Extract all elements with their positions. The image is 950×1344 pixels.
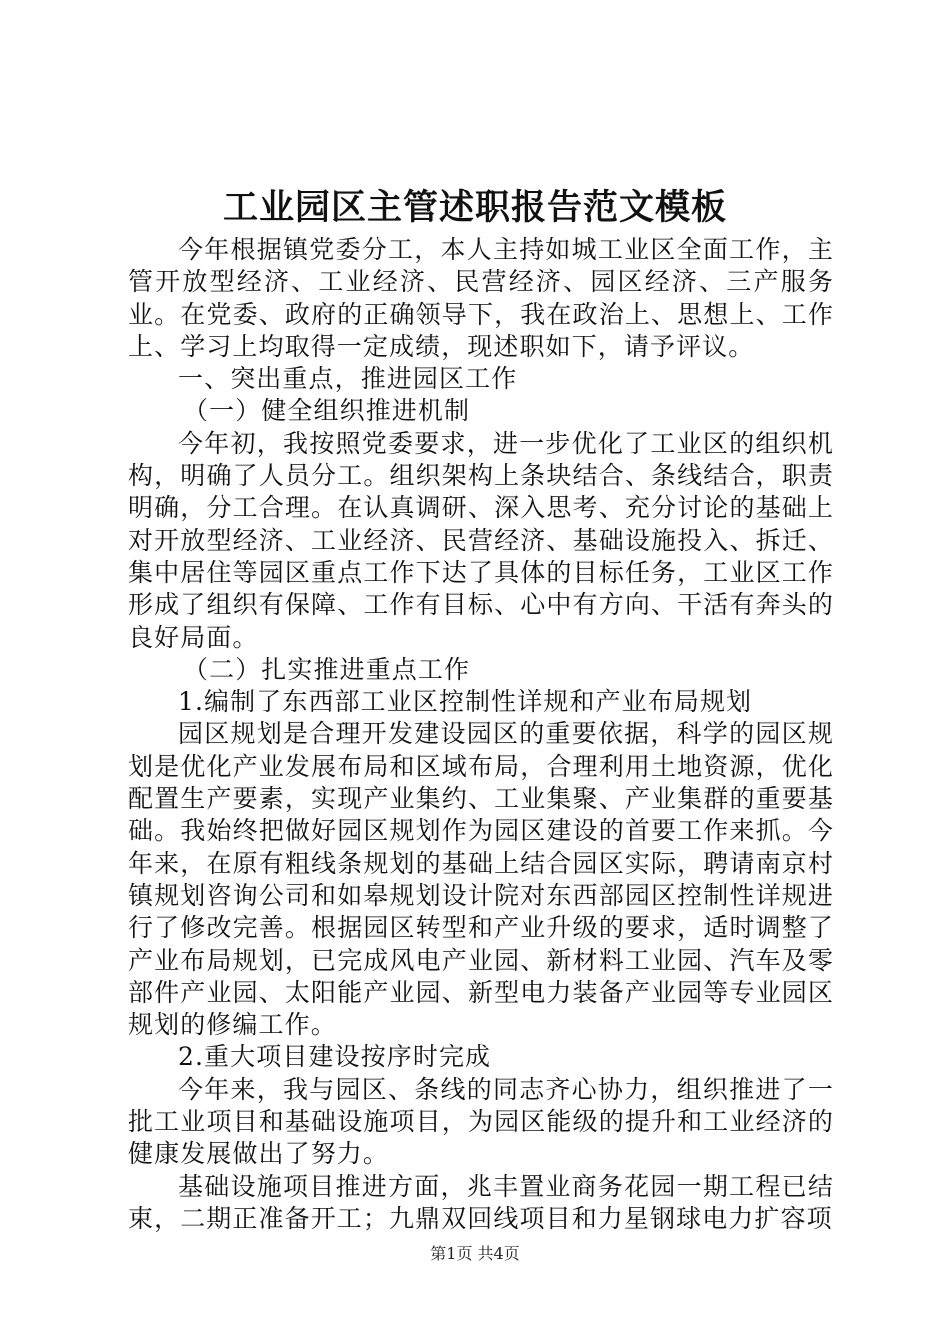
page-number-footer: 第1页 共4页	[430, 1244, 520, 1263]
subsection-heading: （二）扎实推进重点工作	[183, 654, 471, 684]
paragraph-infrastructure: 基础设施项目推进方面，兆丰置业商务花园一期工程已结束，二期正准备开工；九鼎双回线项目和力星钢球电力扩容项	[128, 1171, 834, 1233]
item-heading: 1.编制了东西部工业区控制性详规和产业布局规划	[178, 687, 753, 717]
paragraph-planning: 园区规划是合理开发建设园区的重要依据，科学的园区规划是优化产业发展布局和区域布局，合理利用土地资源，优化配置生产要素，实现产业集约、工业集聚、产业集群的重要基础。我始终把做好园区规划作为园区建设的首要工作来抓。今年来，在原有粗线条规划的基础上结合园区实际，聘请南京村镇规划咨询公司和如皋规划设计院对东西部园区控制性详规进行了修改完善。根据园区转型和产业升级的要求，适时调整了产业布局规划，已完成风电产业园、新材料工业园、汽车及零部件产业园、太阳能产业园、新型电力装备产业园等专业园区规划的修编工作。	[128, 719, 834, 1040]
paragraph-organization: 今年初，我按照党委要求，进一步优化了工业区的组织机构，明确了人员分工。组织架构上条块结合、条线结合，职责明确，分工合理。在认真调研、深入思考、充分讨论的基础上对开放型经济、工业经济、民营经济、基础设施投入、拆迁、集中居住等园区重点工作下达了具体的目标任务，工业区工作形成了组织有保障、工作有目标、心中有方向、干活有奔头的良好局面。	[128, 428, 834, 652]
section-heading: 一、突出重点，推进园区工作	[178, 364, 518, 394]
document-title: 工业园区主管述职报告范文模板	[222, 187, 727, 228]
document-body	[128, 234, 834, 1235]
item-heading: 2.重大项目建设按序时完成	[178, 1042, 492, 1072]
paragraph-intro: 今年根据镇党委分工，本人主持如城工业区全面工作，主管开放型经济、工业经济、民营经济、园区经济、三产服务业。在党委、政府的正确领导下，我在政治上、思想上、工作上、学习上均取得一定成绩，现述职如下，请予评议。	[128, 235, 834, 361]
subsection-heading: （一）健全组织推进机制	[183, 396, 471, 426]
paragraph-projects: 今年来，我与园区、条线的同志齐心协力，组织推进了一批工业项目和基础设施项目，为园区能级的提升和工业经济的健康发展做出了努力。	[128, 1074, 834, 1169]
